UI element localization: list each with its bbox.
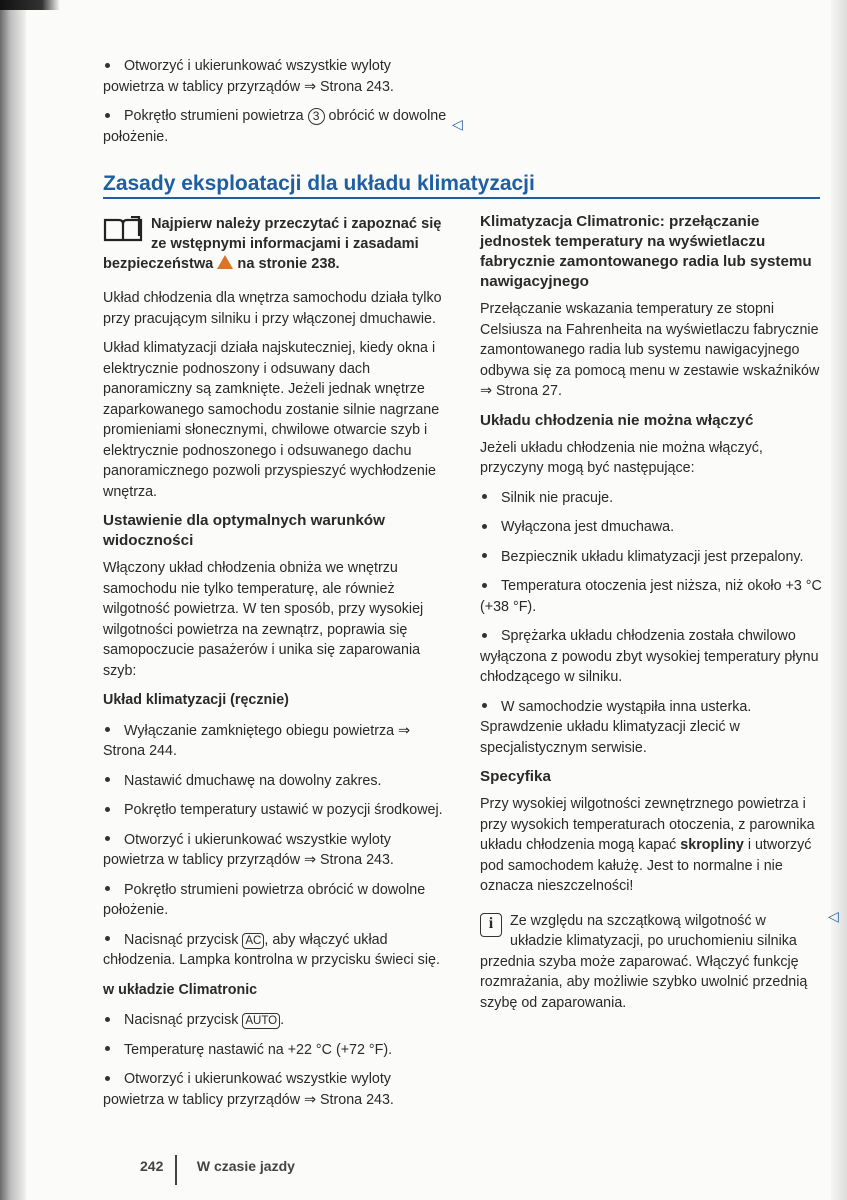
notice-text: Najpierw należy przeczytać i zapoznać się ze wstępnymi informacjami i zasadami bezpieczeństwa — [103, 216, 442, 272]
end-marker-icon: ◁ — [828, 908, 839, 924]
item-text: obrócić w dowolne położenie. — [103, 108, 447, 145]
list-item — [103, 930, 448, 971]
item-text: Bezpiecznik układu klimatyzacji jest przepalony. — [501, 548, 804, 565]
bullet-icon — [482, 494, 487, 499]
item-text: Wyłączona jest dmuchawa. — [501, 519, 675, 535]
item-text: Pokrętło strumieni powietrza — [124, 108, 308, 124]
list-item — [103, 830, 448, 871]
list-item — [103, 721, 448, 762]
read-first-notice — [103, 214, 448, 274]
paragraph: Włączony układ chłodzenia obniża we wnętrzu samochodu nie tylko temperaturę, ale również wilgotność powietrza. W ten sposób, przy wysokiej wilgotności powietrza na zewnątrz, poprawia się samopoczucie pasażerów i unika się zaparowania szyb: — [103, 560, 424, 679]
list-item — [103, 1040, 448, 1061]
item-text: Nastawić dmuchawę na dowolny zakres. — [124, 772, 382, 789]
divider — [175, 1155, 177, 1185]
list-item — [480, 697, 822, 759]
item-text: Sprężarka układu chłodzenia została chwilowo wyłączona z powodu zbyt wysokiej temperatury płynu chłodzącego w silniku. — [480, 628, 819, 685]
paragraph-text: i utworzyć pod samochodem kałużę. Jest to normalne i nie oznacza nieszczelności! — [480, 837, 812, 894]
item-text: Nacisnąć przycisk — [124, 1012, 243, 1028]
subheading: Układu chłodzenia nie można włączyć — [480, 411, 754, 429]
item-text: Pokrętło temperatury ustawić w pozycji środkowej. — [124, 802, 443, 818]
list-item — [103, 106, 448, 147]
paragraph: Układ chłodzenia dla wnętrza samochodu działa tylko przy pracującym silniku i przy włączonej dmuchawie. — [103, 290, 442, 327]
paragraph: Jeżeli układu chłodzenia nie można włączyć, przyczyny mogą być następujące: — [480, 439, 763, 476]
bullet-icon — [105, 1076, 110, 1081]
item-text: Otworzyć i ukierunkować wszystkie wyloty powietrza w tablicy przyrządów ⇒ Strona 243. — [103, 1071, 394, 1108]
item-text: Wyłączanie zamkniętego obiegu powietrza ⇒ Strona 244. — [103, 722, 411, 759]
list-item — [103, 800, 448, 821]
item-text: , aby włączyć układ chłodzenia. Lampka kontrolna w przycisku świeci się. — [103, 931, 440, 968]
list-item — [480, 547, 822, 568]
subheading: w układzie Climatronic — [103, 981, 258, 998]
scan-shadow-left — [0, 0, 26, 1200]
book-icon — [103, 216, 143, 242]
paragraph: Przełączanie wskazania temperatury ze stopni Celsiusza na Fahrenheita na wyświetlaczu fabrycznie zamontowanego radia lub systemu nawigacyjnego odbywa się za pomocą menu w zestawie wskaźników ⇒ Strona 27. — [480, 301, 820, 399]
page-number: 242 — [140, 1158, 164, 1174]
item-text: . — [280, 1012, 285, 1028]
list-item — [480, 576, 822, 617]
list-item — [103, 1069, 448, 1110]
bullet-icon — [482, 583, 487, 588]
bullet-icon — [105, 113, 110, 118]
bullet-icon — [482, 633, 487, 638]
list-item — [103, 880, 448, 921]
info-text: Ze względu na szczątkową wilgotność w układzie klimatyzacji, po uruchomieniu silnika przednia szyba może zaparować. Włączyć funkcję rozmrażania, aby możliwie szybko uwolnić przednią szybę od zaparowania. — [480, 912, 808, 1011]
right-column — [480, 212, 822, 1022]
paragraph-text: Przy wysokiej wilgotności zewnętrznego powietrza i przy wysokich temperaturach otoczenia, z parownika układu chłodzenia mogą kapać — [480, 796, 815, 853]
item-text: Silnik nie pracuje. — [501, 489, 614, 506]
scan-shadow-right — [831, 0, 847, 1200]
item-text: Otworzyć i ukierunkować wszystkie wyloty powietrza w tablicy przyrządów ⇒ Strona 243. — [103, 58, 394, 95]
subheading: Układ klimatyzacji (ręcznie) — [103, 692, 289, 708]
subheading: Klimatyzacja Climatronic: przełączanie jednostek temperatury na wyświetlaczu fabrycznie zamontowanego radia lub systemu nawigacyjnego — [480, 213, 812, 290]
item-text: Temperatura otoczenia jest niższa, niż około +3 °C (+38 °F). — [480, 578, 822, 615]
number-3-icon: 3 — [308, 108, 325, 125]
item-text: W samochodzie wystąpiła inna usterka. Sprawdzenie układu klimatyzacji zlecić w specjalistycznym serwisie. — [480, 698, 752, 756]
bullet-icon — [482, 524, 487, 529]
bullet-icon — [105, 836, 110, 841]
list-item — [103, 1010, 448, 1031]
bullet-icon — [105, 936, 110, 941]
item-text: Pokrętło strumieni powietrza obrócić w dowolne położenie. — [103, 881, 426, 918]
subheading: Specyfika — [480, 768, 551, 785]
bullet-icon — [105, 1046, 110, 1051]
paragraph: Układ klimatyzacji działa najskuteczniej, kiedy okna i elektrycznie podnoszony i odsuwany dach panoramiczny są zamknięte. Jeżeli jednak wnętrze zaparkowanego samochodu zostanie silnie nagrzane promieniami słonecznymi, chwilowe otwarcie szyb i elektrycznie podnoszonego i odsuwanego dachu panoramicznego pozwoli przyspieszyć wychłodzenie wnętrza. — [103, 340, 440, 500]
ac-key-icon: AC — [242, 933, 264, 949]
bullet-icon — [105, 777, 110, 782]
section-title: Zasady eksploatacji dla układu klimatyzacji — [103, 174, 820, 199]
item-text: Nacisnąć przycisk — [124, 931, 243, 948]
list-item — [103, 56, 448, 97]
bullet-icon — [105, 807, 110, 812]
scan-corner — [0, 0, 60, 10]
chapter-title: W czasie jazdy — [196, 1158, 295, 1174]
warning-icon — [217, 255, 233, 269]
subheading: Ustawienie dla optymalnych warunków widoczności — [103, 512, 385, 549]
info-note — [480, 911, 822, 1014]
top-list — [103, 56, 448, 156]
bullet-icon — [482, 703, 487, 708]
bullet-icon — [105, 1017, 110, 1022]
item-text: Otworzyć i ukierunkować wszystkie wyloty powietrza w tablicy przyrządów ⇒ Strona 243. — [103, 831, 394, 868]
bullet-icon — [105, 886, 110, 891]
bold-term: skropliny — [680, 837, 744, 853]
notice-text: na stronie 238. — [233, 256, 340, 272]
list-item — [480, 626, 822, 688]
list-item — [103, 771, 448, 792]
left-column — [103, 214, 448, 1119]
auto-key-icon: AUTO — [242, 1013, 280, 1029]
info-icon: i — [480, 913, 502, 937]
list-item — [480, 517, 822, 538]
bullet-icon — [105, 63, 110, 68]
bullet-icon — [482, 553, 487, 558]
bullet-icon — [105, 727, 110, 732]
list-item — [480, 488, 822, 509]
item-text: Temperaturę nastawić na +22 °C (+72 °F). — [124, 1041, 393, 1058]
paragraph — [480, 794, 822, 897]
page-footer — [140, 1155, 295, 1185]
end-marker-icon: ◁ — [452, 116, 463, 132]
